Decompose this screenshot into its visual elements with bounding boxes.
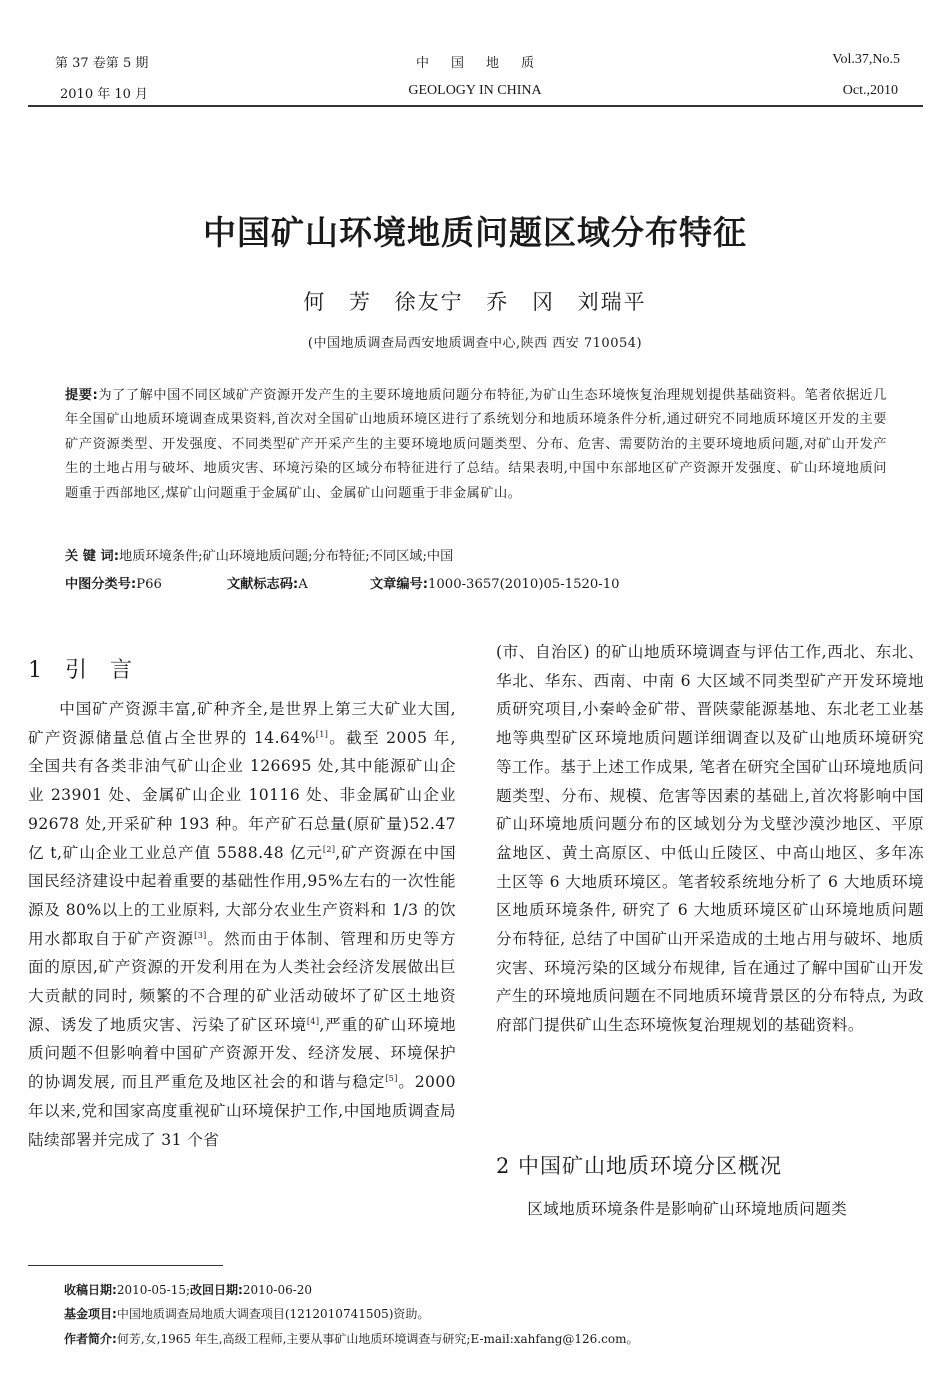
article-title: 中国矿山环境地质问题区域分布特征 [203, 213, 747, 252]
section-2-body [496, 1195, 924, 1224]
revised-date: 2010-06-20 [242, 1283, 313, 1297]
intro-text-f: 。2000 年以来,党和国家高度重视矿山环境保护工作,中国地质调查局陆续部署并完成了 31 个省 [28, 1073, 456, 1149]
journal-name-en: GEOLOGY IN CHINA [408, 83, 542, 98]
footnote-fund [64, 1305, 429, 1322]
fund-text: 中国地质调查局地质大调查项目(1212010741505)资助。 [116, 1307, 430, 1321]
section-2-heading: 2 中国矿山地质环境分区概况 [496, 1154, 783, 1178]
article-no-value: 1000-3657(2010)05-1520-10 [428, 577, 620, 592]
footnote-dates [64, 1281, 312, 1298]
citation-5[interactable]: [5] [385, 1073, 398, 1083]
volume-en: Vol.37,No.5 [832, 52, 900, 67]
citation-1[interactable]: [1] [315, 729, 329, 739]
citation-2[interactable]: [2] [322, 844, 336, 854]
keywords-text: 地质环境条件;矿山环境地质问题;分布特征;不同区域;中国 [119, 549, 454, 564]
section-1-heading: 1 引 言 [28, 658, 140, 683]
clc-label: 中图分类号: [65, 577, 137, 592]
classification-line [65, 573, 887, 597]
journal-name-cn: 中国地质 [415, 56, 556, 71]
citation-4[interactable]: [4] [306, 1016, 320, 1026]
doc-code-label: 文献标志码: [227, 577, 299, 592]
article-no-label: 文章编号: [370, 577, 429, 592]
abstract-label: 提要: [65, 388, 99, 403]
intro-paragraph-continued: (市、自治区) 的矿山地质环境调查与评估工作,西北、东北、华北、华东、西南、中南 6 大区域不同类型矿产开发环境地质研究项目,小秦岭金矿带、晋陕蒙能源基地、东北老工业基地等典型矿区环境地质问题详细调查以及矿山地质环境研究等工作。基于上述工作成果, 笔者在研究全国矿山环境地质问题类型、分布、规模、危害等因素的基础上,首次将影响中国矿山环境地质问题分布的区域划分为戈壁沙漠沙地区、平原盆地区、黄土高原区、中低山丘陵区、中高山地区、多年冻土区等 6 大地质环境区。笔者较系统地分析了 6 大地质环境区地质环境条件, 研究了 6 大地质环境区矿山环境地质问题分布特征, 总结了中国矿山开采造成的土地占用与破坏、地质灾害、环境污染的区域分布规律, 旨在通过了解中国矿山开发产生的环境地质问题在不同地质环境背景区的分布特点, 为政府部门提供矿山生态环境恢复治理规划的基础资料。 [496, 643, 924, 1035]
intro-text-a: 中国矿产资源丰富,矿种齐全,是世界上第三大矿业大国, 矿产资源储量总值占全世界的 14.64% [28, 700, 456, 747]
intro-text-c: ,矿产资源在中国国民经济建设中起着重要的基础性作用,95%左右的一次性能源及 80%以上的工业原料, 大部分农业生产资料和 1/3 的饮用水都取自于矿产资源 [28, 843, 456, 948]
intro-paragraph [28, 695, 456, 1154]
author-bio-text: 何芳,女,1965 年生,高级工程师,主要从事矿山地质环境调查与研究;E-mail:xahfang@126.com。 [116, 1332, 639, 1346]
date-cn: 2010 年 10 月 [60, 87, 149, 102]
clc-value: P66 [136, 577, 162, 592]
volume-cn: 第 37 卷第 5 期 [55, 56, 149, 71]
affiliation: (中国地质调查局西安地质调查中心,陕西 西安 710054) [307, 336, 643, 351]
date-en: Oct.,2010 [842, 83, 898, 98]
section-2-paragraph: 区域地质环境条件是影响矿山环境地质问题类 [527, 1200, 848, 1218]
revised-label: 改回日期: [190, 1283, 243, 1297]
abstract-text: 为了了解中国不同区域矿产资源开发产生的主要环境地质问题分布特征,为矿山生态环境恢复治理规划提供基础资料。笔者依据近几年全国矿山地质环境调查成果资料,首次对全国矿山地质环境区进行了系统划分和地质环境条件分析,通过研究不同地质环境区开发的主要矿产资源类型、开发强度、不同类型矿产开采产生的主要环境地质问题类型、分布、危害、需要防治的主要环境地质问题,对矿山开发产生的土地占用与破坏、地质灾害、环境污染的区域分布特征进行了总结。结果表明,中国中东部地区矿产资源开发强度、矿山环境地质问题重于西部地区,煤矿山问题重于金属矿山、金属矿山问题重于非金属矿山。 [65, 388, 887, 501]
fund-label: 基金项目: [64, 1307, 117, 1321]
left-column [28, 695, 456, 1154]
footnote-rule [28, 1265, 223, 1266]
author-bio-label: 作者简介: [64, 1332, 117, 1346]
header-rule [28, 105, 923, 107]
keywords-label: 关 键 词: [65, 549, 120, 564]
footnote-author [64, 1330, 638, 1347]
citation-3[interactable]: [3] [194, 930, 207, 940]
running-header [0, 52, 950, 112]
intro-text-e: ,严重的矿山环境地质问题不但影响着中国矿产资源开发、经济发展、环境保护的协调发展, 而且严重危及地区社会的和谐与稳定 [28, 1015, 456, 1092]
abstract [65, 384, 887, 506]
author-list: 何 芳 徐友宁 乔 冈 刘瑞平 [303, 290, 647, 314]
doc-code-value: A [298, 577, 308, 592]
right-column [496, 638, 924, 1040]
keywords [65, 545, 887, 569]
received-date: 2010-05-15; [116, 1283, 191, 1297]
intro-text-d: 。然而由于体制、管理和历史等方面的原因,矿产资源的开发利用在为人类社会经济发展做出巨大贡献的同时, 频繁的不合理的矿业活动破坏了矿区土地资源、诱发了地质灾害、污染了矿区环境 [28, 929, 456, 1034]
received-label: 收稿日期: [64, 1283, 117, 1297]
intro-text-b: 。截至 2005 年, 全国共有各类非油气矿山企业 126695 处,其中能源矿山企业 23901 处、金属矿山企业 10116 处、非金属矿山企业 92678 处,开采矿种 193 种。年产矿石总量(原矿量)52.47 亿 t,矿山企业工业总产值 5588.48 亿元 [28, 728, 456, 862]
